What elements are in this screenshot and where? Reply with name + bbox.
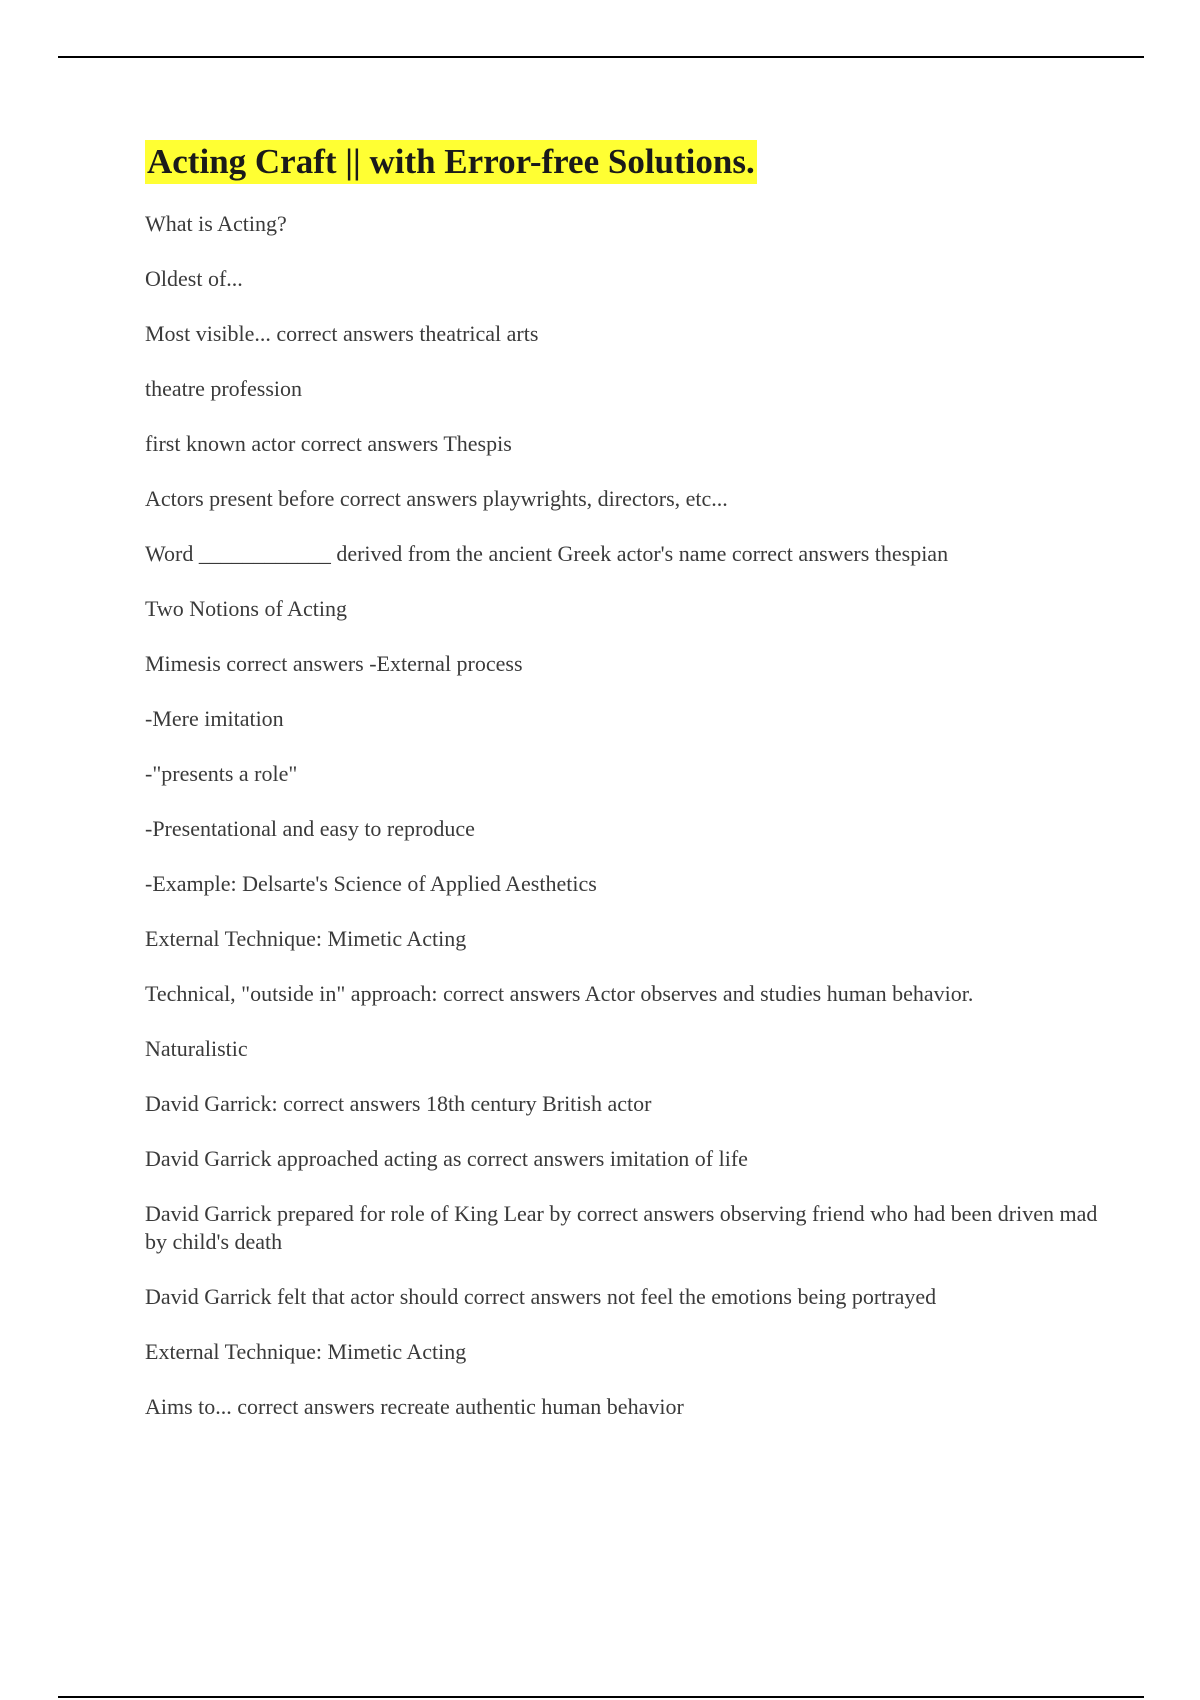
text-line: David Garrick: correct answers 18th century British actor	[145, 1091, 652, 1116]
text-line: theatre profession	[145, 376, 302, 401]
text-line: -"presents a role"	[145, 761, 298, 786]
text-line: Actors present before correct answers playwrights, directors, etc...	[145, 486, 728, 511]
text-line: -Mere imitation	[145, 706, 284, 731]
bottom-rule	[58, 1696, 1144, 1698]
text-line: Naturalistic	[145, 1036, 248, 1061]
text-line: External Technique: Mimetic Acting	[145, 926, 467, 951]
document-title: Acting Craft || with Error-free Solutions.	[145, 140, 757, 184]
text-line: Word ____________ derived from the ancient Greek actor's name correct answers thespian	[145, 541, 949, 566]
text-line: David Garrick felt that actor should correct answers not feel the emotions being portrayed	[145, 1284, 937, 1309]
text-line: David Garrick prepared for role of King Lear by correct answers observing friend who had been driven mad by child's death	[145, 1201, 1098, 1254]
text-line: -Presentational and easy to reproduce	[145, 816, 475, 841]
text-line: -Example: Delsarte's Science of Applied Aesthetics	[145, 871, 597, 896]
text-line: Aims to... correct answers recreate authentic human behavior	[145, 1394, 684, 1419]
text-line: Oldest of...	[145, 266, 243, 291]
text-line: Most visible... correct answers theatrical arts	[145, 321, 539, 346]
top-rule	[58, 56, 1144, 58]
text-line: first known actor correct answers Thespis	[145, 431, 512, 456]
text-line: Mimesis correct answers -External process	[145, 651, 523, 676]
text-line: What is Acting?	[145, 211, 287, 236]
text-line: Technical, "outside in" approach: correct answers Actor observes and studies human behavior.	[145, 981, 974, 1006]
text-line: External Technique: Mimetic Acting	[145, 1339, 467, 1364]
document-body	[145, 140, 1105, 1448]
text-line: David Garrick approached acting as correct answers imitation of life	[145, 1146, 748, 1171]
text-line: Two Notions of Acting	[145, 596, 347, 621]
qa-list	[145, 210, 1105, 1421]
